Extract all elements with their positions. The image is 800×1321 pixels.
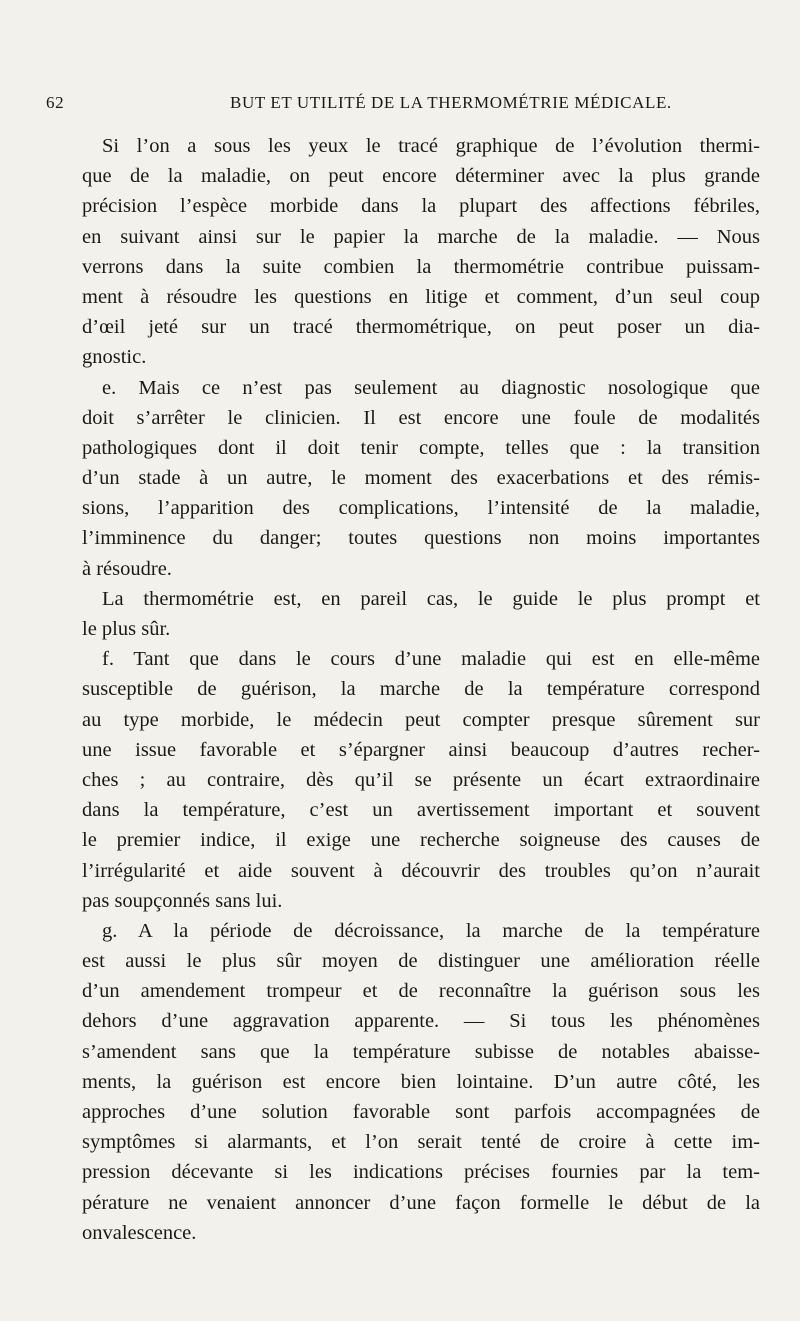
text-line: en suivant ainsi sur le papier la marche de la maladie. — Nous (82, 225, 760, 248)
text-line: d’œil jeté sur un tracé thermométrique, on peut poser un dia- (82, 316, 760, 339)
text-line: doit s’arrêter le clinicien. Il est encore une foule de modalités (82, 406, 760, 429)
running-title: BUT ET UTILITÉ DE LA THERMOMÉTRIE MÉDICALE. (230, 93, 672, 112)
text-line: La thermométrie est, en pareil cas, le guide le plus prompt et (102, 587, 760, 610)
text-line: précision l’espèce morbide dans la plupart des affections fébriles, (82, 195, 760, 218)
text-line: pas soupçonnés sans lui. (82, 889, 283, 912)
text-line: d’un stade à un autre, le moment des exacerbations et des rémis- (82, 467, 760, 490)
text-line: approches d’une solution favorable sont parfois accompagnées de (82, 1101, 760, 1123)
text-line: sions, l’apparition des complications, l’intensité de la maladie, (82, 497, 760, 520)
text-line: l’imminence du danger; toutes questions non moins importantes (82, 527, 760, 550)
text-line: au type morbide, le médecin peut compter presque sûrement sur (82, 708, 760, 731)
running-head (46, 93, 766, 117)
text-line: d’un amendement trompeur et de reconnaître la guérison sous les (82, 980, 760, 1003)
text-line: pathologiques dont il doit tenir compte, telles que : la transition (82, 436, 760, 459)
text-line: g. A la période de décroissance, la marche de la température (102, 919, 760, 942)
paragraph (82, 916, 760, 1248)
page-number: 62 (46, 93, 65, 112)
text-line: ches ; au contraire, dès qu’il se présente un écart extraordinaire (82, 768, 760, 791)
text-line: s’amendent sans que la température subisse de notables abaisse- (82, 1040, 760, 1063)
paragraph (82, 644, 760, 916)
text-line: Si l’on a sous les yeux le tracé graphique de l’évolution thermi- (102, 135, 760, 157)
text-line: à résoudre. (82, 557, 172, 580)
text-line: ment à résoudre les questions en litige et comment, d’un seul coup (82, 285, 760, 308)
text-line: dehors d’une aggravation apparente. — Si tous les phénomènes (82, 1010, 760, 1033)
text-line: gnostic. (82, 346, 147, 369)
body-text (82, 131, 760, 1248)
text-line: le premier indice, il exige une recherche soigneuse des causes de (82, 829, 760, 852)
text-line: f. Tant que dans le cours d’une maladie qui est en elle-même (102, 648, 760, 671)
text-line: onvalescence. (82, 1221, 197, 1244)
text-line: l’irrégularité et aide souvent à découvrir des troubles qu’on n’aurait (82, 859, 760, 882)
text-line: dans la température, c’est un avertissement important et souvent (82, 799, 760, 822)
text-line: est aussi le plus sûr moyen de distinguer une amélioration réelle (82, 950, 760, 973)
text-line: une issue favorable et s’épargner ainsi beaucoup d’autres recher- (82, 738, 760, 761)
text-line: pérature ne venaient annoncer d’une façon formelle le début de la (82, 1191, 760, 1214)
text-line: pression décevante si les indications précises fournies par la tem- (82, 1161, 760, 1184)
text-line: le plus sûr. (82, 618, 171, 640)
text-line: symptômes si alarmants, et l’on serait tenté de croire à cette im- (82, 1131, 760, 1154)
text-line: susceptible de guérison, la marche de la température correspond (82, 678, 760, 701)
paragraph (82, 373, 760, 584)
paragraph (82, 131, 760, 373)
text-line: verrons dans la suite combien la thermométrie contribue puissam- (82, 255, 760, 278)
text-line: que de la maladie, on peut encore déterminer avec la plus grande (82, 165, 760, 188)
paragraph (82, 584, 760, 644)
text-line: ments, la guérison est encore bien lointaine. D’un autre côté, les (82, 1070, 760, 1093)
text-line: e. Mais ce n’est pas seulement au diagnostic nosologique que (102, 376, 760, 399)
